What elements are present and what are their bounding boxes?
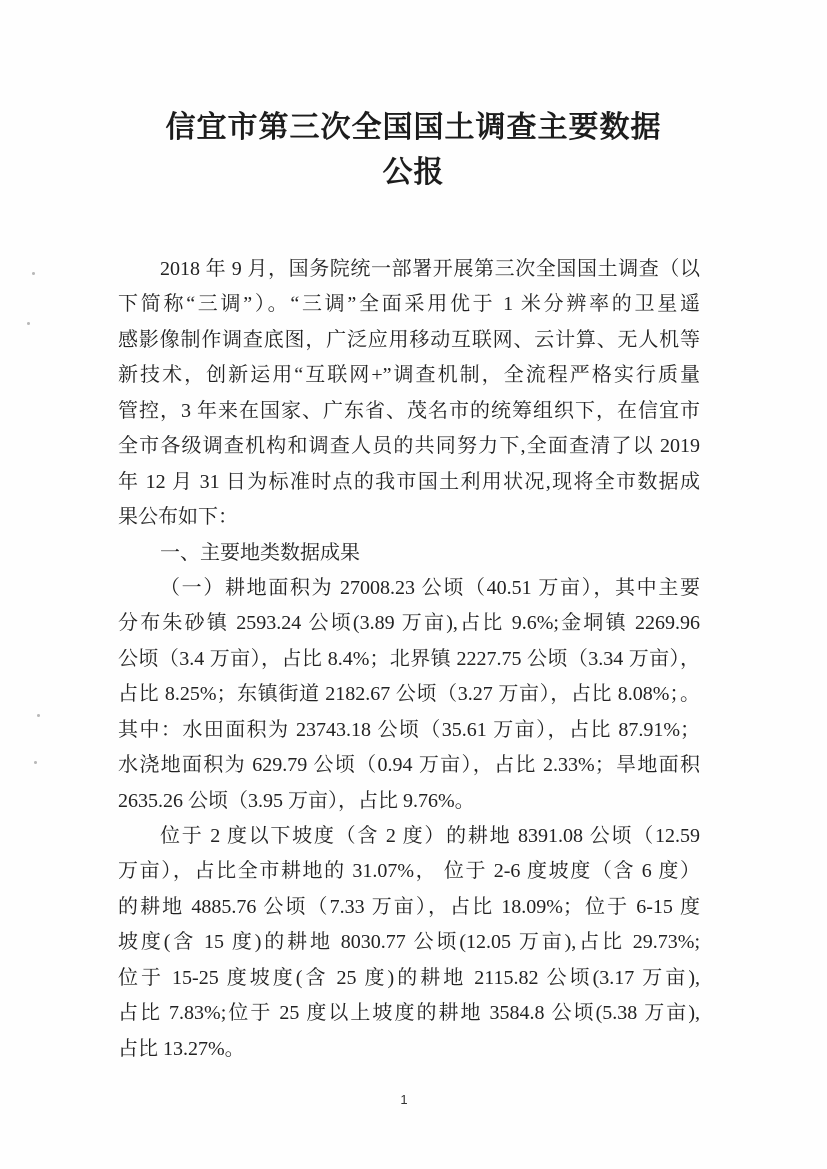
scan-speck (37, 714, 40, 717)
farmland-line: 分布朱砂镇 2593.24 公顷(3.89 万亩),占比 9.6%;金垌镇 2269.96 (118, 612, 700, 635)
farmland-line: 占比 8.25%；东镇街道 2182.67 公顷（3.27 万亩），占比 8.08%；。 (118, 683, 700, 706)
slope-line: 的耕地 4885.76 公顷（7.33 万亩），占比 18.09%；位于 6-15 度 (118, 895, 700, 918)
farmland-line: 2635.26 公顷（3.95 万亩），占比 9.76%。 (118, 789, 475, 812)
farmland-line: 其中：水田面积为 23743.18 公顷（35.61 万亩），占比 87.91%； (118, 718, 700, 741)
intro-line: 下简称“三调”）。“三调”全面采用优于 1 米分辨率的卫星遥 (118, 293, 700, 316)
section-heading: 一、主要地类数据成果 (160, 541, 360, 564)
intro-line: 感影像制作调查底图，广泛应用移动互联网、云计算、无人机等 (118, 328, 700, 351)
slope-line: 坡度(含 15 度)的耕地 8030.77 公顷(12.05 万亩),占比 29.73%; (118, 931, 700, 954)
document-title-line: 信宜市第三次全国国土调查主要数据 (165, 111, 662, 144)
document-title-line: 公报 (382, 156, 445, 189)
scan-speck (34, 761, 37, 764)
page-number: 1 (400, 1092, 408, 1107)
slope-line: 位于 15-25 度坡度(含 25 度)的耕地 2115.82 公顷(3.17 万亩), (118, 966, 700, 989)
slope-line: 万亩），占比全市耕地的 31.07%， 位于 2-6 度坡度（含 6 度） (118, 860, 700, 883)
scan-speck (27, 322, 30, 325)
farmland-line: 水浇地面积为 629.79 公顷（0.94 万亩），占比 2.33%；旱地面积 (118, 754, 700, 777)
intro-line: 果公布如下： (118, 506, 238, 529)
intro-line: 新技术，创新运用“互联网+”调查机制，全流程严格实行质量 (118, 364, 700, 387)
document-body (118, 252, 700, 1067)
scan-speck (32, 272, 35, 275)
slope-line: 占比 13.27%。 (118, 1037, 245, 1060)
slope-line: 位于 2 度以下坡度（含 2 度）的耕地 8391.08 公顷（12.59 (160, 825, 700, 847)
farmland-line: 公顷（3.4 万亩），占比 8.4%；北界镇 2227.75 公顷（3.34 万亩）， (118, 647, 700, 670)
intro-line: 管控，3 年来在国家、广东省、茂名市的统筹组织下，在信宜市 (118, 399, 700, 422)
intro-line: 2018 年 9 月，国务院统一部署开展第三次全国国土调查（以 (160, 258, 700, 280)
intro-line: 年 12 月 31 日为标准时点的我市国土利用状况,现将全市数据成 (118, 470, 700, 493)
farmland-line: （一）耕地面积为 27008.23 公顷（40.51 万亩），其中主要 (160, 576, 700, 599)
intro-line: 全市各级调查机构和调查人员的共同努力下,全面查清了以 2019 (118, 435, 700, 458)
slope-line: 占比 7.83%;位于 25 度以上坡度的耕地 3584.8 公顷(5.38 万亩), (118, 1002, 700, 1025)
